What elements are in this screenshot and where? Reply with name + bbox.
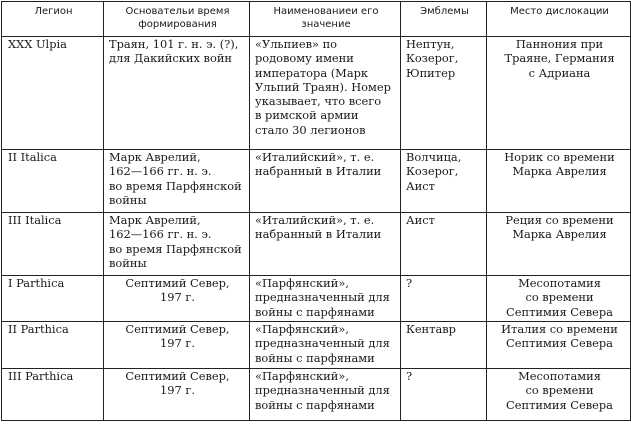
- location-cell: Италия со времени Септимия Севера: [487, 322, 631, 369]
- header-row: [2, 2, 631, 37]
- founder-cell: Септимий Север, 197 г.: [104, 276, 250, 322]
- table-row: [2, 37, 631, 150]
- emblems-cell: Волчица, Козерог, Аист: [401, 150, 487, 213]
- table-row: [2, 322, 631, 369]
- header-legion: Легион: [2, 2, 104, 37]
- emblems-cell: Аист: [401, 213, 487, 276]
- location-cell: Месопотамия со времени Септимия Севера: [487, 276, 631, 322]
- emblems-cell: ?: [401, 369, 487, 421]
- founder-cell: Марк Аврелий, 162—166 гг. н. э. во время Парфянской войны: [104, 213, 250, 276]
- legion-cell: I Parthica: [2, 276, 104, 322]
- legion-cell: II Parthica: [2, 322, 104, 369]
- emblems-cell: Нептун, Козерог, Юпитер: [401, 37, 487, 150]
- table-row: [2, 213, 631, 276]
- name-cell: «Парфянский», предназначенный для войны с парфянами: [250, 276, 401, 322]
- emblems-cell: Кентавр: [401, 322, 487, 369]
- location-cell: Паннония при Траяне, Германия с Адриана: [487, 37, 631, 150]
- founder-cell: Септимий Север, 197 г.: [104, 322, 250, 369]
- founder-cell: Септимий Север, 197 г.: [104, 369, 250, 421]
- legion-cell: III Italica: [2, 213, 104, 276]
- header-emblems: Эмблемы: [401, 2, 487, 37]
- header-location: Место дислокации: [487, 2, 631, 37]
- name-cell: «Италийский», т. е. набранный в Италии: [250, 213, 401, 276]
- founder-cell: Марк Аврелий, 162—166 гг. н. э. во время Парфянской войны: [104, 150, 250, 213]
- location-cell: Норик со времени Марка Аврелия: [487, 150, 631, 213]
- legion-cell: XXX Ulpia: [2, 37, 104, 150]
- name-cell: «Парфянский», предназначенный для войны с парфянами: [250, 322, 401, 369]
- table-row: [2, 369, 631, 421]
- name-cell: «Парфянский», предназначенный для войны с парфянами: [250, 369, 401, 421]
- header-founder: Основательи время формирования: [104, 2, 250, 37]
- legions-table: [1, 1, 631, 421]
- name-cell: «Ульпиев» по родовому имени императора (Марк Ульпий Траян). Номер указывает, что всего в римской армии стало 30 легионов: [250, 37, 401, 150]
- table-row: [2, 150, 631, 213]
- founder-cell: Траян, 101 г. н. э. (?), для Дакийских войн: [104, 37, 250, 150]
- location-cell: Месопотамия со времени Септимия Севера: [487, 369, 631, 421]
- legion-cell: III Parthica: [2, 369, 104, 421]
- table-row: [2, 276, 631, 322]
- location-cell: Реция со времени Марка Аврелия: [487, 213, 631, 276]
- header-name: Наименованиеи его значение: [250, 2, 401, 37]
- legion-cell: II Italica: [2, 150, 104, 213]
- name-cell: «Италийский», т. е. набранный в Италии: [250, 150, 401, 213]
- emblems-cell: ?: [401, 276, 487, 322]
